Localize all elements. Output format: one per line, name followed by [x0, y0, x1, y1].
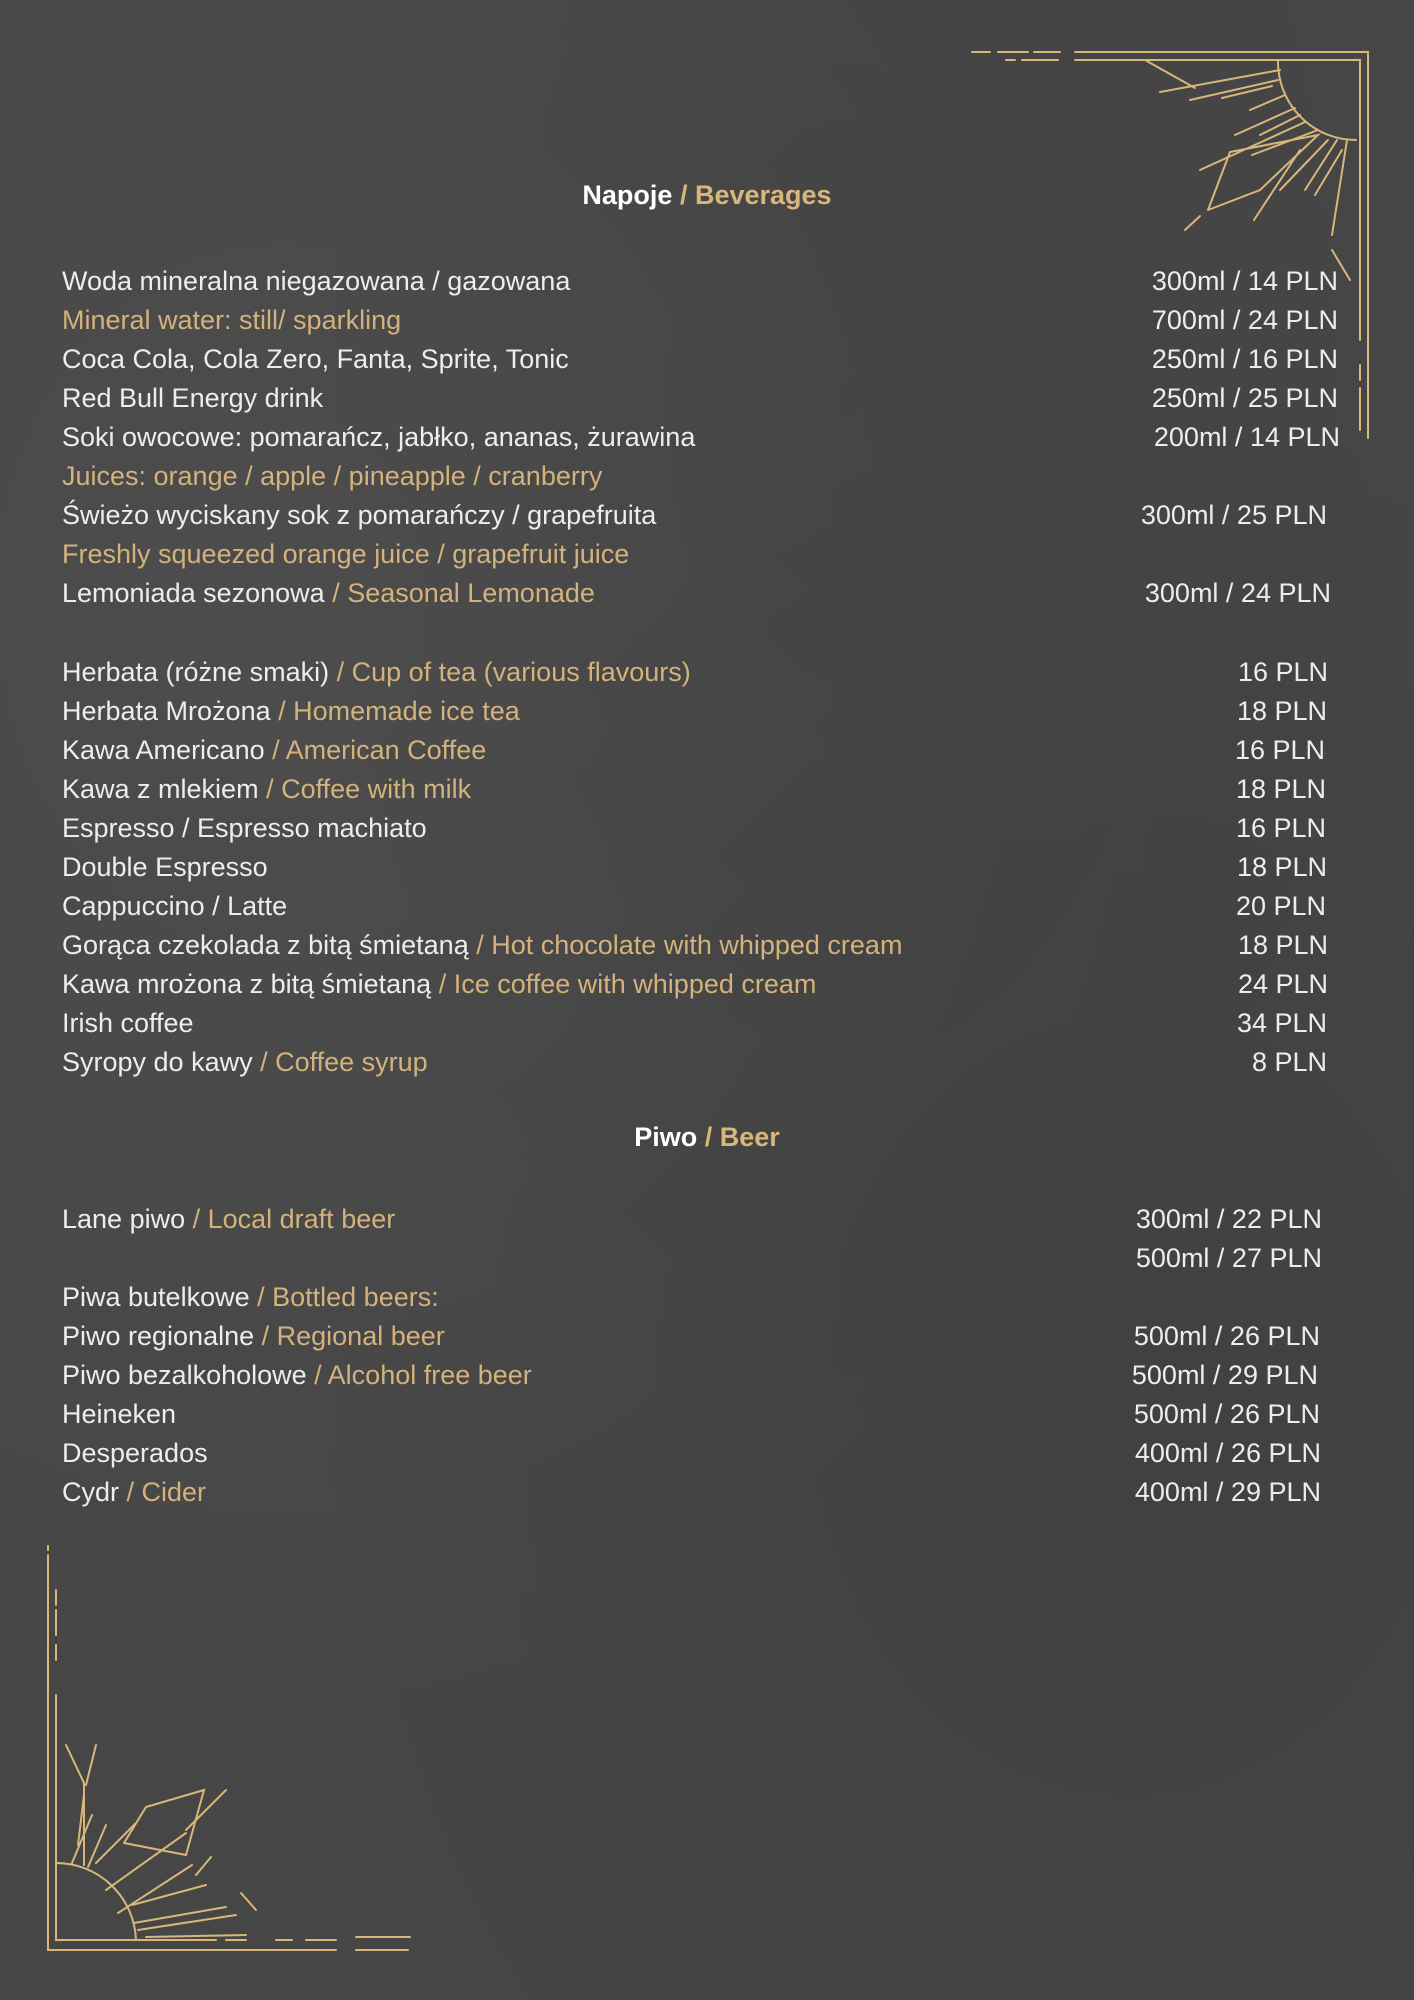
beverages-item [62, 379, 323, 418]
item-price: 24 PLN [1237, 969, 1328, 999]
item-price: 16 PLN [1234, 735, 1325, 765]
item-name-pl: Kawa z mlekiem [62, 774, 259, 804]
item-name-en: / Cup of tea (various flavours) [329, 657, 691, 687]
item-name-pl: Espresso / Espresso machiato [62, 813, 427, 843]
beverages-section-title [0, 180, 1414, 211]
item-price: 300ml / 22 PLN [1135, 1204, 1322, 1234]
beverages-item [62, 692, 520, 731]
item-name-pl: Syropy do kawy [62, 1047, 253, 1077]
item-name-pl: Double Espresso [62, 852, 268, 882]
beverages-item [62, 848, 268, 887]
beverages-title-en: Beverages [694, 180, 832, 210]
item-name-pl: Herbata Mrożona [62, 696, 271, 726]
beverages-item [62, 926, 902, 965]
item-name-pl: Soki owocowe: pomarańcz, jabłko, ananas, żurawina [62, 422, 696, 452]
item-price: 700ml / 24 PLN [1151, 305, 1338, 335]
item-price: 18 PLN [1237, 930, 1328, 960]
item-name-pl: Piwo regionalne [62, 1321, 255, 1351]
item-name-en: / Seasonal Lemonade [324, 578, 595, 608]
beer-section-title [0, 1122, 1414, 1153]
item-price: 18 PLN [1235, 774, 1326, 804]
item-price: 300ml / 25 PLN [1140, 500, 1327, 530]
item-name-en: / Homemade ice tea [270, 696, 520, 726]
item-name-pl: Cappuccino / Latte [62, 891, 288, 921]
item-name-pl: Lane piwo [62, 1204, 186, 1234]
beverages-item [62, 887, 287, 926]
beer-item [62, 1317, 445, 1356]
item-price: 16 PLN [1235, 813, 1326, 843]
item-price: 250ml / 25 PLN [1151, 383, 1338, 413]
item-name-en: Juices: orange / apple / pineapple / cranberry [62, 461, 603, 491]
item-price: 300ml / 14 PLN [1151, 266, 1338, 296]
beverages-item [62, 262, 570, 301]
beer-title-en: Beer [719, 1122, 780, 1152]
beverages-item [62, 340, 569, 379]
item-price: 200ml / 14 PLN [1153, 422, 1340, 452]
item-name-en: Mineral water: still/ sparkling [62, 305, 402, 335]
item-name-en: / Coffee syrup [252, 1047, 428, 1077]
item-name-en: / Regional beer [254, 1321, 445, 1351]
beer-item [62, 1356, 532, 1395]
item-price: 500ml / 27 PLN [1135, 1243, 1322, 1273]
beer-title-pl: Piwo [634, 1122, 698, 1152]
item-price: 500ml / 26 PLN [1133, 1321, 1320, 1351]
sun-corner-ornament-bottom-left [36, 1545, 456, 1965]
beverages-item [62, 496, 656, 535]
beer-item [62, 1473, 206, 1512]
beer-item [62, 1200, 395, 1239]
beer-title-separator: / [697, 1122, 720, 1152]
item-name-pl: Coca Cola, Cola Zero, Fanta, Sprite, Tonic [62, 344, 569, 374]
item-name-pl: Piwo bezalkoholowe [62, 1360, 307, 1390]
item-name-en: Freshly squeezed orange juice / grapefruit juice [62, 539, 630, 569]
item-price: 18 PLN [1236, 696, 1327, 726]
item-name-pl: Lemoniada sezonowa [62, 578, 325, 608]
item-name-pl: Piwa butelkowe [62, 1282, 250, 1312]
beverages-item [62, 809, 427, 848]
beverages-item [62, 574, 595, 613]
beer-item [62, 1278, 439, 1317]
beverages-item [62, 1004, 194, 1043]
item-price: 500ml / 26 PLN [1133, 1399, 1320, 1429]
item-name-pl: Red Bull Energy drink [62, 383, 324, 413]
beverages-item [62, 653, 691, 692]
item-name-pl: Kawa mrożona z bitą śmietaną [62, 969, 432, 999]
item-name-en: / Alcohol free beer [306, 1360, 532, 1390]
item-name-en: / American Coffee [264, 735, 487, 765]
item-price: 34 PLN [1236, 1008, 1327, 1038]
item-name-pl: Świeżo wyciskany sok z pomarańczy / grapefruita [62, 500, 657, 530]
item-name-pl: Heineken [62, 1399, 177, 1429]
item-name-en: / Cider [119, 1477, 207, 1507]
item-price: 400ml / 26 PLN [1134, 1438, 1321, 1468]
item-price: 8 PLN [1251, 1047, 1327, 1077]
item-name-pl: Kawa Americano [62, 735, 265, 765]
item-name-en: / Ice coffee with whipped cream [431, 969, 817, 999]
item-price: 250ml / 16 PLN [1151, 344, 1338, 374]
item-name-en: / Hot chocolate with whipped cream [468, 930, 903, 960]
item-name-en: / Bottled beers: [249, 1282, 439, 1312]
item-price: 16 PLN [1237, 657, 1328, 687]
beverages-item [62, 1043, 428, 1082]
item-price: 400ml / 29 PLN [1134, 1477, 1321, 1507]
beverages-item [62, 731, 486, 770]
beer-item [62, 1434, 208, 1473]
item-name-pl: Cydr [62, 1477, 120, 1507]
item-name-pl: Gorąca czekolada z bitą śmietaną [62, 930, 469, 960]
item-name-pl: Desperados [62, 1438, 208, 1468]
item-price: 300ml / 24 PLN [1144, 578, 1331, 608]
beverages-item [62, 418, 695, 457]
beverages-item [62, 457, 602, 496]
item-name-pl: Woda mineralna niegazowana / gazowana [62, 266, 571, 296]
beverages-title-separator: / [672, 180, 695, 210]
beverages-item [62, 301, 401, 340]
item-price: 500ml / 29 PLN [1131, 1360, 1318, 1390]
item-name-en: / Coffee with milk [258, 774, 472, 804]
item-name-pl: Irish coffee [62, 1008, 194, 1038]
beverages-item [62, 965, 816, 1004]
beverages-item [62, 770, 471, 809]
beer-item [62, 1395, 176, 1434]
item-name-pl: Herbata (różne smaki) [62, 657, 330, 687]
item-price: 20 PLN [1235, 891, 1326, 921]
beverages-item [62, 535, 629, 574]
item-name-en: / Local draft beer [185, 1204, 396, 1234]
item-price: 18 PLN [1236, 852, 1327, 882]
beverages-title-pl: Napoje [582, 180, 673, 210]
